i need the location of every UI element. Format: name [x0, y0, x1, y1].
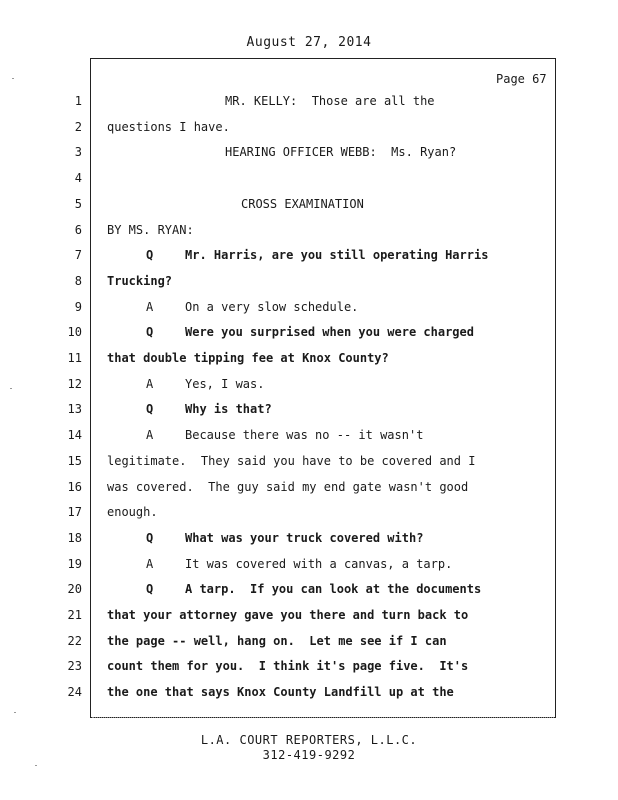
line-number: 23 — [67, 659, 82, 673]
line-text: Mr. Harris, are you still operating Harris — [185, 248, 489, 262]
line-number: 2 — [74, 120, 82, 134]
scan-speck — [14, 712, 16, 713]
line-text: Trucking? — [107, 274, 173, 288]
line-text: questions I have. — [107, 120, 230, 134]
line-text: the one that says Knox County Landfill up at the — [107, 685, 454, 699]
answer-marker: A — [146, 557, 154, 571]
line-number: 7 — [74, 248, 82, 262]
question-marker: Q — [146, 325, 154, 339]
line-text: legitimate. They said you have to be covered and I — [107, 454, 476, 468]
question-marker: Q — [146, 248, 154, 262]
line-text: Yes, I was. — [185, 377, 265, 391]
line-number: 6 — [74, 223, 82, 237]
bottom-rule — [92, 717, 554, 718]
line-text: It was covered with a canvas, a tarp. — [185, 557, 453, 571]
line-number: 10 — [67, 325, 82, 339]
scan-speck — [10, 388, 12, 389]
line-text: On a very slow schedule. — [185, 300, 359, 314]
line-number: 24 — [67, 685, 82, 699]
header-date: August 27, 2014 — [246, 35, 372, 50]
line-text: enough. — [107, 505, 158, 519]
line-number: 20 — [67, 582, 82, 596]
line-text: A tarp. If you can look at the documents — [185, 582, 482, 596]
line-text: count them for you. I think it's page five. It's — [107, 659, 469, 673]
page-number: Page 67 — [496, 72, 547, 86]
line-number: 17 — [67, 505, 82, 519]
line-number: 9 — [74, 300, 82, 314]
line-number: 15 — [67, 454, 82, 468]
line-number: 12 — [67, 377, 82, 391]
line-number: 11 — [67, 351, 82, 365]
scan-speck — [12, 78, 14, 79]
line-text: that double tipping fee at Knox County? — [107, 351, 389, 365]
line-text: CROSS EXAMINATION — [241, 197, 364, 211]
line-text: that your attorney gave you there and turn back to — [107, 608, 469, 622]
footer-phone: 312-419-9292 — [262, 748, 356, 762]
line-text: Because there was no -- it wasn't — [185, 428, 424, 442]
line-text: was covered. The guy said my end gate wasn't good — [107, 480, 469, 494]
line-number: 22 — [67, 634, 82, 648]
line-number: 14 — [67, 428, 82, 442]
line-number: 5 — [74, 197, 82, 211]
line-text: the page -- well, hang on. Let me see if I can — [107, 634, 447, 648]
answer-marker: A — [146, 300, 154, 314]
footer-company: L.A. COURT REPORTERS, L.L.C. — [200, 733, 418, 747]
line-number: 3 — [74, 145, 82, 159]
question-marker: Q — [146, 582, 154, 596]
line-number: 1 — [74, 94, 82, 108]
line-text: Why is that? — [185, 402, 272, 416]
scan-speck — [35, 765, 37, 766]
answer-marker: A — [146, 377, 154, 391]
question-marker: Q — [146, 402, 154, 416]
line-text: What was your truck covered with? — [185, 531, 424, 545]
line-number: 21 — [67, 608, 82, 622]
question-marker: Q — [146, 531, 154, 545]
line-number: 16 — [67, 480, 82, 494]
line-number: 18 — [67, 531, 82, 545]
line-number: 8 — [74, 274, 82, 288]
line-number: 13 — [67, 402, 82, 416]
line-number: 4 — [74, 171, 82, 185]
line-text: Were you surprised when you were charged — [185, 325, 474, 339]
line-text: BY MS. RYAN: — [107, 223, 194, 237]
answer-marker: A — [146, 428, 154, 442]
line-number: 19 — [67, 557, 82, 571]
line-text: MR. KELLY: Those are all the — [225, 94, 435, 108]
line-text: HEARING OFFICER WEBB: Ms. Ryan? — [225, 145, 457, 159]
